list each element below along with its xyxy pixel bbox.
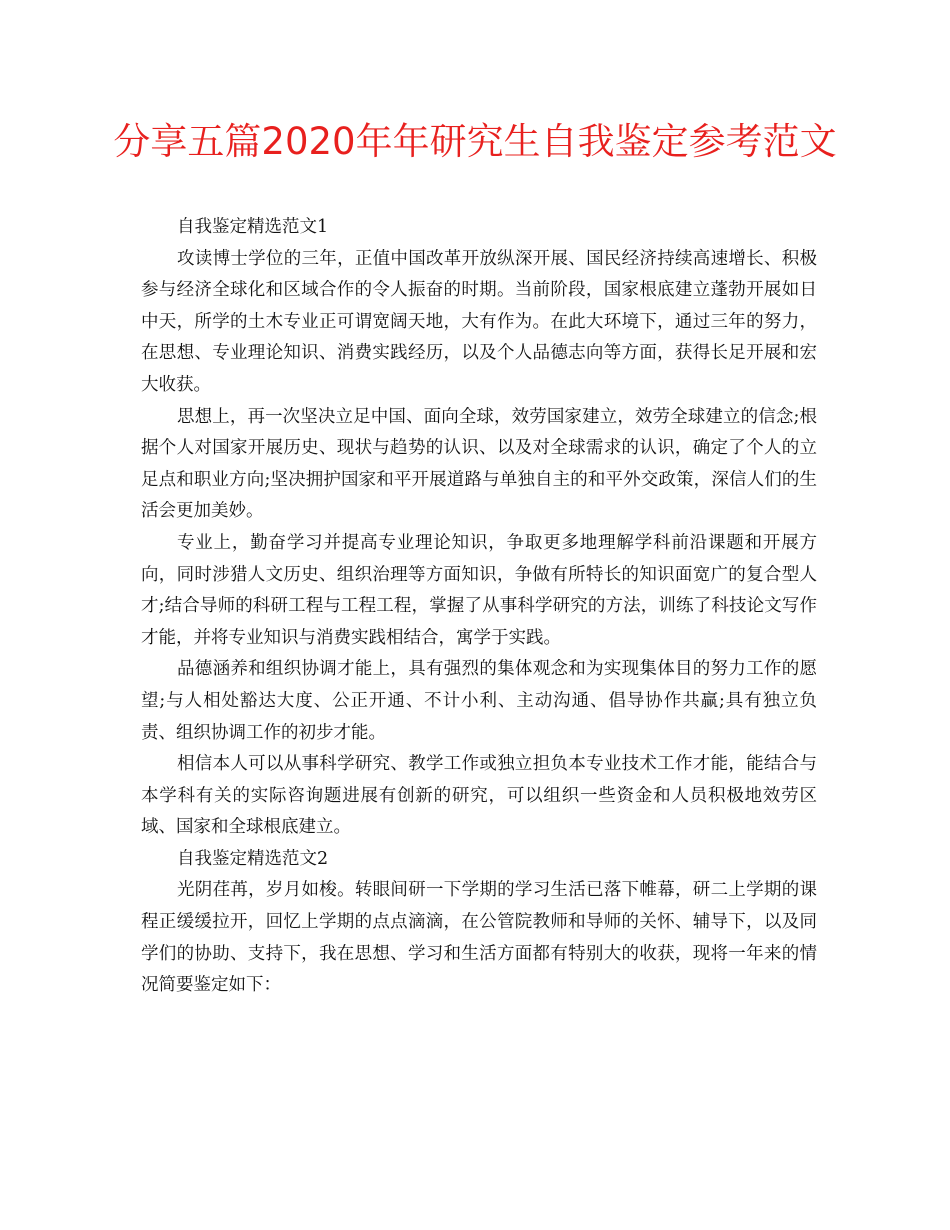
paragraph: 相信本人可以从事科学研究、教学工作或独立担负本专业技术工作才能，能结合与本学科有关的实际咨询题进展有创新的研究，可以组织一些资金和人员积极地效劳区域、国家和全球根底建立。 (141, 754, 817, 838)
paragraph: 专业上，勤奋学习并提高专业理论知识，争取更多地理解学科前沿课题和开展方向，同时涉猎人文历史、组织治理等方面知识，争做有所特长的知识面宽广的复合型人才;结合导师的科研工程与工程工程，掌握了从事科学研究的方法，训练了科技论文写作才能，并将专业知识与消费实践相结合，寓学于实践。 (141, 532, 817, 648)
section-heading: 自我鉴定精选范文1 (177, 217, 329, 237)
paragraph: 品德涵养和组织协调才能上，具有强烈的集体观念和为实现集体目的努力工作的愿望;与人相处豁达大度、公正开通、不计小利、主动沟通、倡导协作共赢;具有独立负责、组织协调工作的初步才能。 (141, 659, 817, 743)
section-heading: 自我鉴定精选范文2 (177, 848, 329, 869)
paragraph: 攻读博士学位的三年，正值中国改革开放纵深开展、国民经济持续高速增长、积极参与经济全球化和区域合作的令人振奋的时期。当前阶段，国家根底建立蓬勃开展如日中天，所学的土木专业正可谓宽阔天地，大有作为。在此大环境下，通过三年的努力，在思想、专业理论知识、消费实践经历，以及个人品德志向等方面，获得长足开展和宏大收获。 (141, 248, 817, 395)
document-title: 分享五篇2020年年研究生自我鉴定参考范文 (113, 120, 837, 163)
paragraph: 思想上，再一次坚决立足中国、面向全球，效劳国家建立，效劳全球建立的信念;根据个人对国家开展历史、现状与趋势的认识、以及对全球需求的认识，确定了个人的立足点和职业方向;坚决拥护国家和平开展道路与单独自主的和平外交政策，深信人们的生活会更加美妙。 (141, 406, 817, 522)
paragraph: 光阴荏苒，岁月如梭。转眼间研一下学期的学习生活已落下帷幕，研二上学期的课程正缓缓拉开，回忆上学期的点点滴滴，在公管院教师和导师的关怀、辅导下，以及同学们的协助、支持下，我在思想、学习和生活方面都有特别大的收获，现将一年来的情况简要鉴定如下： (141, 880, 817, 996)
document-body (141, 212, 817, 1002)
